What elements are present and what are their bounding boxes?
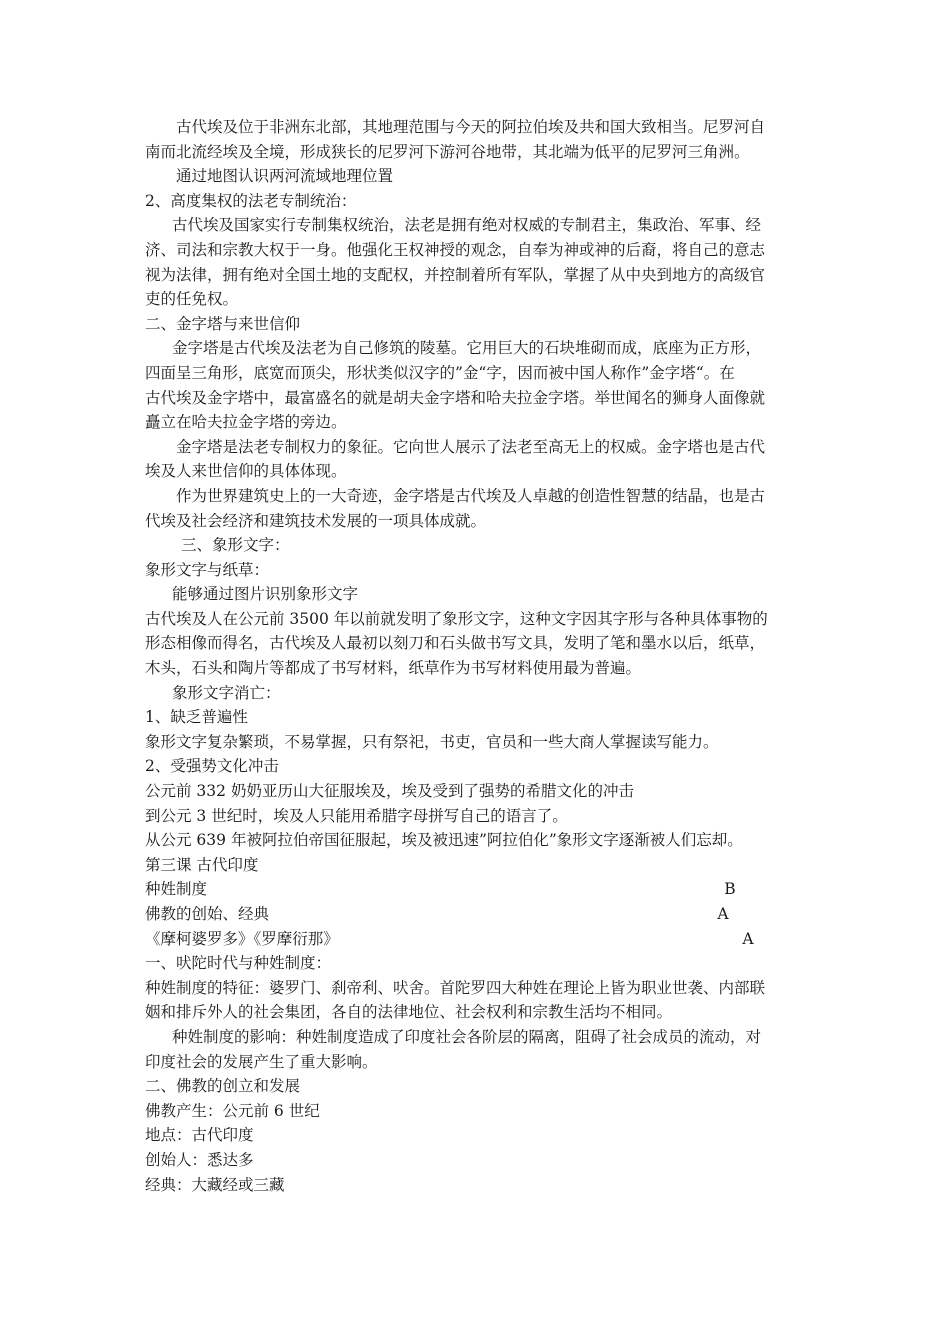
paragraph-line: 四面呈三角形，底宽而顶尖，形状类似汉字的”金“字，因而被中国人称作”金字塔“。在: [145, 363, 735, 382]
subheading: 象形文字与纸草：: [145, 560, 270, 579]
paragraph-line: 经典：大藏经或三藏: [145, 1175, 285, 1194]
paragraph-line: 佛教产生：公元前 6 世纪: [145, 1101, 320, 1120]
quiz-row-caste: [145, 877, 810, 902]
paragraph-line: 古代埃及人在公元前 3500 年以前就发明了象形文字，这种文字因其字形与各种具体事物的: [145, 609, 768, 628]
paragraph-line: 地点：古代印度: [145, 1126, 254, 1145]
paragraph-line: 金字塔是古代埃及法老为自己修筑的陵墓。它用巨大的石块堆砌而成，底座为正方形，: [172, 339, 762, 358]
document-body: [145, 115, 810, 1197]
paragraph-line: 通过地图认识两河流域地理位置: [176, 167, 394, 186]
paragraph-line: 古代埃及金字塔中，最富盛名的就是胡夫金字塔和哈夫拉金字塔。举世闻名的狮身人面像就: [145, 388, 766, 407]
paragraph-line: 古代埃及位于非洲东北部，其地理范围与今天的阿拉伯埃及共和国大致相当。尼罗河自: [176, 118, 766, 136]
paragraph-line: 作为世界建筑史上的一大奇迹，金字塔是古代埃及人卓越的创造性智慧的结晶，也是古: [176, 486, 766, 505]
paragraph-line: 从公元 639 年被阿拉伯帝国征服起，埃及被迅速”阿拉伯化”象形文字逐渐被人们忘却。: [145, 831, 743, 850]
paragraph-line: 印度社会的发展产生了重大影响。: [145, 1052, 378, 1071]
subheading: 象形文字消亡：: [172, 683, 281, 702]
paragraph-line: 姻和排斥外人的社会集团，各自的法律地位、社会权利和宗教生活均不相同。: [145, 1003, 673, 1022]
paragraph-line: 代埃及社会经济和建筑技术发展的一项具体成就。: [145, 511, 487, 530]
list-item: 2、受强势文化冲击: [145, 757, 279, 776]
paragraph-line: 吏的任免权。: [145, 290, 239, 309]
paragraph-line: 古代埃及国家实行专制集权统治，法老是拥有绝对权威的专制君主，集政治、军事、经: [172, 216, 762, 235]
paragraph-line: 埃及人来世信仰的具体体现。: [145, 462, 347, 481]
paragraph-line: 种姓制度的特征：婆罗门、刹帝利、吠舍。首陀罗四大种姓在理论上皆为职业世袭、内部联: [145, 978, 766, 997]
paragraph-line: 木头，石头和陶片等都成了书写材料，纸草作为书写材料使用最为普遍。: [145, 659, 642, 678]
paragraph-line: 象形文字复杂繁琐，不易掌握，只有祭祀，书吏，官员和一些大商人掌握读写能力。: [145, 732, 719, 751]
paragraph-line: 到公元 3 世纪时，埃及人只能用希腊字母拼写自己的语言了。: [145, 806, 568, 825]
section-heading: 二、金字塔与来世信仰: [145, 314, 301, 333]
paragraph-line: 能够通过图片识别象形文字: [172, 585, 359, 604]
paragraph-line: 创始人：悉达多: [145, 1150, 254, 1169]
quiz-row-epics: [145, 927, 810, 952]
quiz-row-buddhism: [145, 902, 810, 927]
paragraph-line: 矗立在哈夫拉金字塔的旁边。: [145, 413, 347, 432]
section-heading: 三、象形文字：: [181, 536, 290, 555]
list-item: 1、缺乏普遍性: [145, 708, 248, 727]
paragraph-line: 济、司法和宗教大权于一身。他强化王权神授的观念，自奉为神或神的后裔，将自己的意志: [145, 240, 766, 259]
answer-letter: A: [742, 929, 754, 948]
answer-letter: A: [717, 905, 729, 923]
paragraph-line: 公元前 332 奶奶亚历山大征服埃及，埃及受到了强势的希腊文化的冲击: [145, 782, 634, 801]
paragraph-line: 南而北流经埃及全境，形成狭长的尼罗河下游河谷地带，其北端为低平的尼罗河三角洲。: [145, 142, 750, 161]
quiz-item: 佛教的创始、经典: [145, 905, 270, 923]
paragraph-line: 种姓制度的影响：种姓制度造成了印度社会各阶层的隔离，阻碍了社会成员的流动，对: [172, 1027, 762, 1046]
paragraph-line: 金字塔是法老专制权力的象征。它向世人展示了法老至高无上的权威。金字塔也是古代: [176, 437, 766, 456]
lesson-title: 第三课 古代印度: [145, 855, 259, 874]
section-heading: 二、佛教的创立和发展: [145, 1077, 301, 1096]
quiz-item: 种姓制度: [145, 880, 208, 899]
paragraph-line: 形态相像而得名，古代埃及人最初以刻刀和石头做书写文具，发明了笔和墨水以后，纸草，: [145, 634, 766, 653]
answer-letter: B: [724, 880, 736, 899]
section-heading: 2、高度集权的法老专制统治：: [145, 191, 357, 210]
section-heading: 一、吠陀时代与种姓制度：: [145, 954, 332, 973]
paragraph-line: 视为法律，拥有绝对全国土地的支配权，并控制着所有军队，掌握了从中央到地方的高级官: [145, 265, 766, 284]
quiz-item: 《摩柯婆罗多》《罗摩衍那》: [145, 929, 339, 948]
